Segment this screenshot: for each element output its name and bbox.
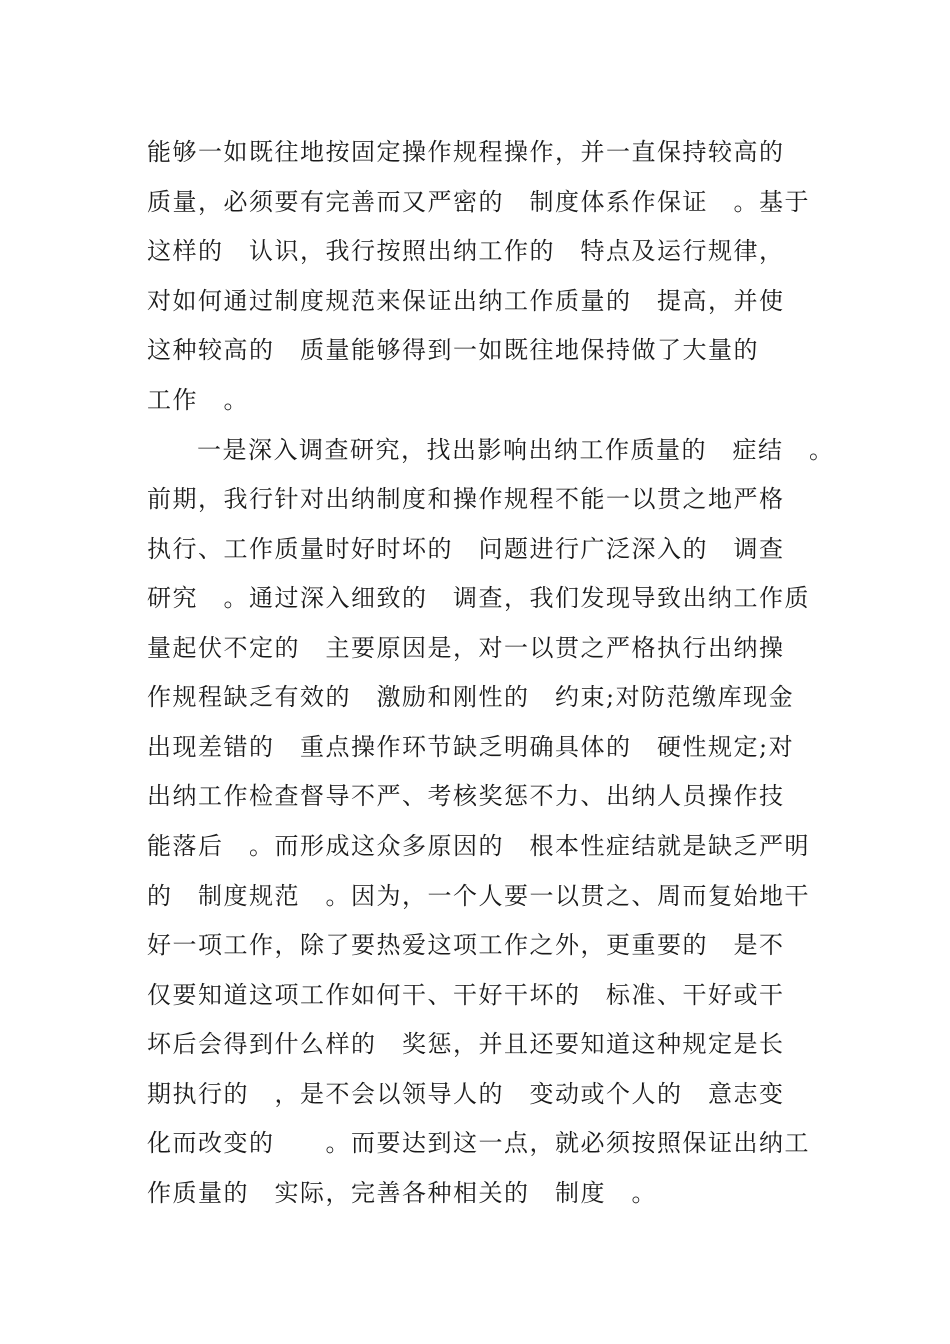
paragraph-2-line-4: 研究 。通过深入细致的 调查，我们发现导致出纳工作质: [147, 584, 810, 612]
paragraph-2-line-6: 作规程缺乏有效的 激励和刚性的 约束;对防范缴库现金: [147, 683, 795, 711]
paragraph-1-line-1: 能够一如既往地按固定操作规程操作，并一直保持较高的: [147, 138, 785, 166]
paragraph-2-line-16: 作质量的 实际，完善各种相关的 制度 。: [147, 1179, 657, 1207]
paragraph-2-line-7: 出现差错的 重点操作环节缺乏明确具体的 硬性规定;对: [147, 733, 795, 761]
paragraph-2-line-12: 仅要知道这项工作如何干、干好干坏的 标准、干好或干: [147, 981, 785, 1009]
paragraph-2-line-3: 执行、工作质量时好时坏的 问题进行广泛深入的 调查: [147, 535, 785, 563]
paragraph-2-line-11: 好一项工作，除了要热爱这项工作之外，更重要的 是不: [147, 931, 785, 959]
paragraph-2-line-2: 前期，我行针对出纳制度和操作规程不能一以贯之地严格: [147, 485, 785, 513]
paragraph-1-line-2: 质量，必须要有完善而又严密的 制度体系作保证 。基于: [147, 188, 810, 216]
paragraph-2-line-14: 期执行的 ，是不会以领导人的 变动或个人的 意志变: [147, 1080, 785, 1108]
paragraph-2-line-9: 能落后 。而形成这众多原因的 根本性症结就是缺乏严明: [147, 832, 810, 860]
paragraph-2-line-8: 出纳工作检查督导不严、考核奖惩不力、出纳人员操作技: [147, 782, 785, 810]
paragraph-2-line-1: 一是深入调查研究，找出影响出纳工作质量的 症结 。: [197, 436, 835, 464]
paragraph-1-line-3: 这样的 认识，我行按照出纳工作的 特点及运行规律，: [147, 237, 785, 265]
paragraph-1-line-4: 对如何通过制度规范来保证出纳工作质量的 提高，并使: [147, 287, 785, 315]
paragraph-1-line-5: 这种较高的 质量能够得到一如既往地保持做了大量的: [147, 336, 759, 364]
paragraph-1-line-6: 工作 。: [147, 386, 249, 414]
paragraph-2-line-10: 的 制度规范 。因为，一个人要一以贯之、周而复始地干: [147, 882, 810, 910]
paragraph-2-line-15: 化而改变的 。而要达到这一点，就必须按照保证出纳工: [147, 1129, 810, 1157]
paragraph-2-line-13: 坏后会得到什么样的 奖惩，并且还要知道这种规定是长: [147, 1030, 785, 1058]
paragraph-2-line-5: 量起伏不定的 主要原因是，对一以贯之严格执行出纳操: [147, 634, 785, 662]
